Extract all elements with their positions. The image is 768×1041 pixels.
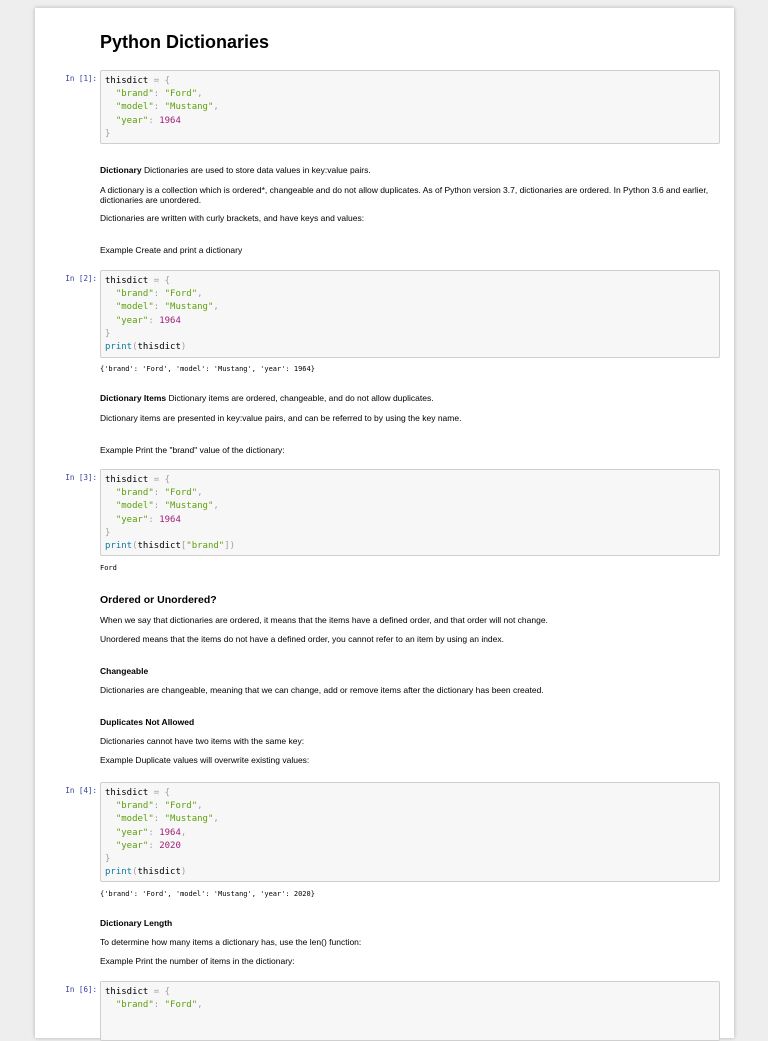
markdown-cell-3 bbox=[100, 594, 720, 765]
markdown-paragraph: Example Duplicate values will overwrite existing values: bbox=[100, 755, 310, 765]
cell-output: Ford bbox=[100, 564, 117, 572]
section-heading: Dictionary Length bbox=[100, 918, 173, 928]
bold-term: Dictionary bbox=[100, 165, 142, 175]
markdown-paragraph: Dictionary items are presented in key:value pairs, and can be referred to by using the key name. bbox=[100, 413, 462, 423]
markdown-paragraph: When we say that dictionaries are ordered, it means that the items have a defined order, and that order will not change. bbox=[100, 615, 548, 625]
code-editor[interactable] bbox=[100, 469, 720, 556]
cell-prompt: In [1]: bbox=[65, 74, 97, 83]
markdown-paragraph: Dictionaries cannot have two items with the same key: bbox=[100, 736, 305, 746]
section-heading: Ordered or Unordered? bbox=[100, 594, 217, 606]
title-cell bbox=[100, 32, 720, 53]
code-text: thisdict = { "brand": "Ford", bbox=[105, 987, 203, 1011]
notebook-page bbox=[35, 8, 734, 1038]
section-heading: Changeable bbox=[100, 666, 149, 676]
cell-prompt: In [6]: bbox=[65, 985, 97, 994]
code-editor[interactable] bbox=[100, 70, 720, 144]
markdown-paragraph bbox=[100, 393, 720, 403]
page-title: Python Dictionaries bbox=[100, 32, 270, 52]
code-text: thisdict = { "brand": "Ford", "model": "Mustang", "year": 1964 } print(thisdict) bbox=[105, 276, 219, 353]
markdown-paragraph: Example Create and print a dictionary bbox=[100, 245, 243, 255]
code-editor[interactable] bbox=[100, 782, 720, 882]
code-editor[interactable] bbox=[100, 270, 720, 358]
markdown-paragraph: Dictionaries are changeable, meaning that we can change, add or remove items after the dictionary has been created. bbox=[100, 685, 544, 695]
markdown-paragraph: Unordered means that the items do not have a defined order, you cannot refer to an item by using an index. bbox=[100, 634, 504, 644]
markdown-paragraph: Example Print the "brand" value of the dictionary: bbox=[100, 445, 285, 455]
paragraph-text: Dictionaries are used to store data values in key:value pairs. bbox=[141, 165, 371, 175]
markdown-cell-2 bbox=[100, 393, 720, 455]
markdown-cell-1 bbox=[100, 165, 720, 255]
markdown-paragraph: A dictionary is a collection which is ordered*, changeable and do not allow duplicates. As of Python version 3.7, dictionaries are ordered. In Python 3.6 and earlier, dictionaries are unordered. bbox=[100, 185, 709, 205]
code-editor[interactable] bbox=[100, 981, 720, 1041]
cell-prompt: In [4]: bbox=[65, 786, 97, 795]
markdown-paragraph: Example Print the number of items in the dictionary: bbox=[100, 956, 295, 966]
bold-term: Dictionary Items bbox=[100, 393, 167, 403]
markdown-paragraph: Dictionaries are written with curly brackets, and have keys and values: bbox=[100, 213, 365, 223]
section-heading: Duplicates Not Allowed bbox=[100, 717, 195, 727]
markdown-paragraph bbox=[100, 165, 720, 175]
markdown-paragraph: To determine how many items a dictionary has, use the len() function: bbox=[100, 937, 362, 947]
code-text: thisdict = { "brand": "Ford", "model": "Mustang", "year": 1964 } bbox=[105, 76, 219, 139]
paragraph-text: Dictionary items are ordered, changeable, and do not allow duplicates. bbox=[166, 393, 434, 403]
cell-prompt: In [2]: bbox=[65, 274, 97, 283]
code-text: thisdict = { "brand": "Ford", "model": "Mustang", "year": 1964, "year": 2020 } print(thisdict) bbox=[105, 788, 219, 878]
markdown-cell-4 bbox=[100, 918, 720, 966]
cell-output: {'brand': 'Ford', 'model': 'Mustang', 'year': 1964} bbox=[100, 365, 315, 373]
cell-output: {'brand': 'Ford', 'model': 'Mustang', 'year': 2020} bbox=[100, 890, 315, 898]
cell-prompt: In [3]: bbox=[65, 473, 97, 482]
code-text: thisdict = { "brand": "Ford", "model": "Mustang", "year": 1964 } print(thisdict["brand"]) bbox=[105, 475, 236, 552]
